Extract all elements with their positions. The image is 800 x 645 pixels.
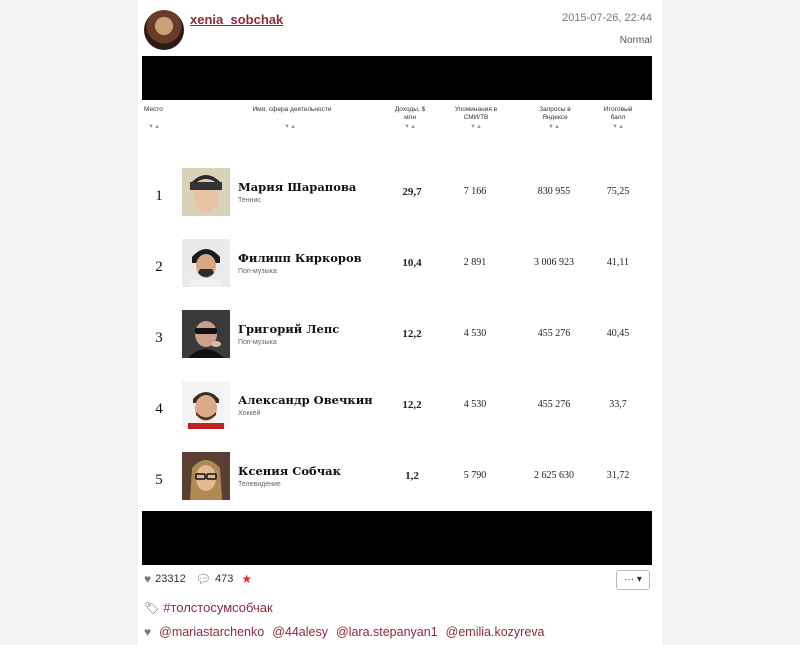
cell-income: 10,4: [402, 257, 422, 269]
cell-score: 31,72: [606, 470, 630, 481]
sort-score-icon[interactable]: ▼▲: [612, 124, 624, 130]
person-field: Телевидение: [238, 481, 281, 488]
tag-icon: 🏷︎: [144, 600, 160, 615]
sort-yandex-icon[interactable]: ▼▲: [548, 124, 560, 130]
sort-name-icon[interactable]: ▼▲: [284, 124, 296, 130]
person-name: Филипп Киркоров: [238, 251, 362, 265]
post-stats: [144, 572, 252, 586]
heart-icon: ♥: [144, 625, 152, 639]
cell-yandex: 830 955: [537, 186, 571, 197]
cell-income: 12,2: [402, 328, 422, 340]
person-photo: [182, 310, 230, 358]
header-score: Итоговый балл: [603, 106, 633, 121]
post-card: [138, 0, 662, 645]
person-photo: [182, 239, 230, 287]
redacted-band-bottom: [142, 511, 652, 565]
sort-income-icon[interactable]: ▼▲: [404, 124, 416, 130]
row-rank: 4: [155, 401, 163, 417]
hashtag-link[interactable]: #толстосумсобчак: [163, 600, 273, 615]
cell-yandex: 455 276: [537, 328, 571, 339]
star-icon[interactable]: ★: [241, 572, 253, 586]
cell-score: 75,25: [606, 186, 630, 197]
header-yandex: Запросы в Яндексе: [539, 106, 571, 121]
person-field: Теннис: [238, 197, 261, 204]
cell-mentions: 7 166: [463, 186, 487, 197]
mention-link[interactable]: @mariastarchenko: [159, 625, 265, 639]
more-options-button[interactable]: ··· ▾: [616, 570, 650, 590]
cell-mentions: 5 790: [463, 470, 487, 481]
hashtag-row: [144, 600, 273, 615]
ranking-table: [142, 100, 652, 511]
post-date: 2015-07-26, 22:44: [562, 12, 652, 24]
person-field: Поп-музыка: [238, 268, 277, 275]
mention-link[interactable]: @44alesy: [272, 625, 328, 639]
cell-income: 12,2: [402, 399, 422, 411]
heart-icon[interactable]: ♥: [144, 572, 152, 586]
cell-mentions: 4 530: [463, 328, 487, 339]
sort-mentions-icon[interactable]: ▼▲: [470, 124, 482, 130]
person-photo: [182, 168, 230, 216]
table-row: [142, 310, 652, 370]
avatar[interactable]: [144, 10, 184, 50]
person-field: Хоккей: [238, 410, 261, 417]
filter-label: Normal: [619, 35, 652, 46]
cell-income: 1,2: [405, 470, 419, 482]
comment-icon[interactable]: 💬︎: [195, 572, 211, 586]
table-row: [142, 452, 652, 512]
cell-yandex: 3 006 923: [534, 257, 574, 268]
sort-rank-icon[interactable]: ▼▲: [148, 124, 160, 130]
person-name: Ксения Собчак: [238, 464, 341, 478]
mention-link[interactable]: @emilia.kozyreva: [445, 625, 545, 639]
header-income: Доходы, $ млн: [394, 106, 426, 121]
row-rank: 2: [155, 259, 163, 275]
header-name: Имя, сфера деятельности: [252, 106, 332, 113]
mention-link[interactable]: @lara.stepanyan1: [336, 625, 438, 639]
cell-yandex: 2 625 630: [534, 470, 574, 481]
cell-yandex: 455 276: [537, 399, 571, 410]
row-rank: 1: [155, 188, 163, 204]
table-row: [142, 239, 652, 299]
person-name: Александр Овечкин: [238, 393, 373, 407]
header-rank: Место: [144, 106, 163, 113]
row-rank: 3: [155, 330, 163, 346]
cell-score: 40,45: [606, 328, 630, 339]
cell-mentions: 4 530: [463, 399, 487, 410]
cell-income: 29,7: [402, 186, 422, 198]
redacted-band-top: [142, 56, 652, 100]
person-photo: [182, 381, 230, 429]
username-link[interactable]: xenia_sobchak: [190, 12, 284, 27]
likes-count: 23312: [155, 573, 186, 585]
table-row: [142, 381, 652, 441]
person-field: Поп-музыка: [238, 339, 277, 346]
mentions-row: [144, 625, 544, 639]
comments-count: 473: [214, 573, 234, 585]
cell-mentions: 2 891: [463, 257, 487, 268]
table-row: [142, 168, 652, 228]
person-name: Мария Шарапова: [238, 180, 357, 194]
cell-score: 33,7: [609, 399, 627, 410]
row-rank: 5: [155, 472, 163, 488]
header-mentions: Упоминания в СМИ/ТВ: [454, 106, 498, 121]
cell-score: 41,11: [606, 257, 630, 268]
person-photo: [182, 452, 230, 500]
person-name: Григорий Лепс: [238, 322, 340, 336]
